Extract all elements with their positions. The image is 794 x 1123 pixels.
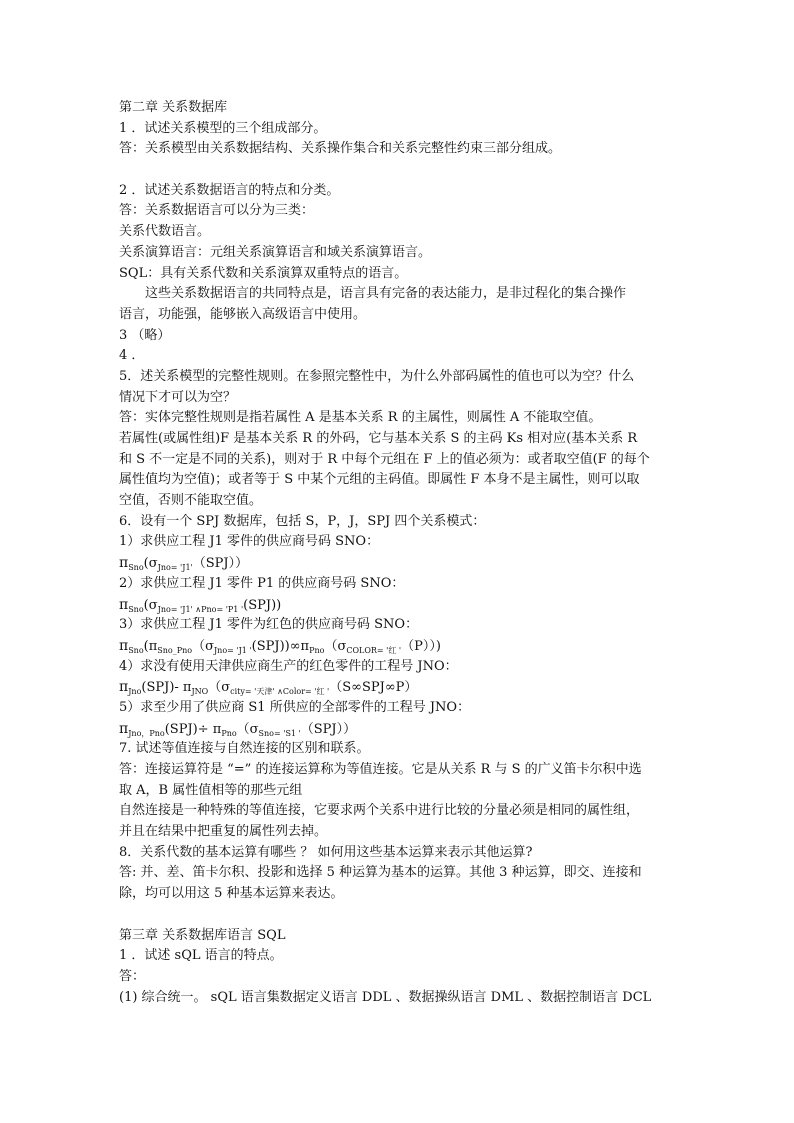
sigma-symbol: σ — [148, 556, 158, 572]
question-3: 3 （略） — [119, 327, 171, 343]
answer-7-line-1: 答：连接运算符是 “=” 的连接运算称为等值连接。它是从关系 R 与 S 的广义笛卡尔积中选 — [119, 762, 642, 777]
answer-5-line-4: 属性值均为空值)；或者等于 S 中某个元组的主码值。即属性 F 本身不是主属性，则可以取 — [119, 472, 640, 488]
answer-1: 答：关系模型由关系数据结构、关系操作集合和关系完整性约束三部分组成。 — [119, 141, 562, 157]
answer-7-line-2: 取 A，B 属性值相等的那些元组 — [119, 782, 303, 798]
formula-2: $\pi_{Sno}(\sigma_{Jno= 'J1' \wedge Pno= 'P1 '}(SPJ))$ — [119, 596, 282, 614]
pi-symbol: π — [119, 637, 129, 654]
question-6-part-5: 5）求至少用了供应商 S1 所供应的全部零件的工程号 JNO： — [119, 699, 471, 715]
answer-2-item-2: 关系演算语言：元组关系演算语言和域关系演算语言。 — [119, 244, 432, 260]
answer-2-paragraph: 这些关系数据语言的共同特点是，语言具有完备的表达能力，是非过程化的集合操作 — [145, 286, 627, 302]
answer-7-line-3: 自然连接是一种特殊的等值连接，它要求两个关系中进行比较的分量必须是相同的属性组， — [119, 803, 640, 819]
question-5: 5．述关系模型的完整性规则。在参照完整性中，为什么外部码属性的值也可以为空？什么 — [119, 368, 635, 384]
chapter-3-heading: 第三章 关系数据库语言 SQL — [119, 927, 286, 943]
answer-2-paragraph-cont: 语言，功能强，能够嵌入高级语言中使用。 — [119, 306, 367, 322]
answer-5-line-1: 答：实体完整性规则是指若属性 A 是基本关系 R 的主属性，则属性 A 不能取空值。 — [119, 410, 602, 426]
answer-5-line-2: 若属性(或属性组)F 是基本关系 R 的外码，它与基本关系 S 的主码 Ks 相对应(基本关系 R — [119, 431, 638, 446]
chapter-2-heading: 第二章 关系数据库 — [119, 100, 228, 115]
question-5-cont: 情况下才可以为空？ — [119, 389, 237, 405]
question-1: 1 ．试述关系模型的三个组成部分。 — [119, 120, 327, 136]
blank-line — [119, 160, 689, 181]
answer-5-line-3: 和 S 不一定是不同的关系)，则对于 R 中每个元组在 F 上的值必须为：或者取空值(F 的每个 — [119, 451, 650, 467]
chapter-3-answer-label: 答： — [119, 968, 146, 984]
answer-2-item-1: 关系代数语言。 — [119, 224, 211, 240]
formula-4: $\pi_{Jno}(SPJ)-$ $\pi_{JNO}(\sigma_{city= '天津' \wedge Color= '红 '}(S\infty SPJ\infty P)$ — [119, 679, 418, 697]
answer-8-line-2: 除，均可以用这 5 种基本运算来表达。 — [119, 886, 344, 902]
question-6-part-1: 1）求供应工程 J1 零件的供应商号码 SNO： — [119, 534, 380, 550]
answer-2-item-3: SQL：具有关系代数和关系演算双重特点的语言。 — [119, 265, 408, 281]
answer-2-intro: 答：关系数据语言可以分为三类： — [119, 203, 315, 219]
question-6-part-2: 2）求供应工程 J1 零件 P1 的供应商号码 SNO： — [119, 575, 405, 591]
sigma-symbol: σ — [148, 597, 158, 613]
pi-symbol: π — [119, 555, 129, 572]
question-7: 7. 试述等值连接与自然连接的区别和联系。 — [119, 741, 370, 757]
formula-5: $\pi_{Jno,Pno}(SPJ)\div \pi_{Pno}(\sigma_{Sno= 'S1 '}(SPJ))$ — [119, 720, 357, 738]
pi-symbol: π — [119, 679, 129, 696]
question-4: 4 ． — [119, 348, 145, 364]
question-6-part-4: 4）求没有使用天津供应商生产的红色零件的工程号 JNO： — [119, 658, 458, 674]
chapter-3-question-1: 1 ．试述 sQL 语言的特点。 — [119, 948, 283, 964]
pi-symbol: π — [119, 596, 129, 613]
question-2: 2 ．试述关系数据语言的特点和分类。 — [119, 182, 340, 198]
formula-3: $\pi_{Sno}(\pi_{Sno\_Pno}(\sigma_{Jno= 'J1 '}(SPJ))\infty\pi_{Pno}(\sigma_{COLOR= '红 '}(P)))$ — [119, 637, 441, 655]
formula-1: $\pi_{Sno}(\sigma_{Jno= 'J1'}(SPJ))$ — [119, 555, 249, 573]
chapter-3-answer-item-1: (1) 综合统一。 sQL 语言集数据定义语言 DDL 、数据操纵语言 DML 、数据控制语言 DCL — [119, 989, 652, 1005]
document-page — [119, 98, 689, 1008]
answer-8-line-1: 答: 并、差、笛卡尔积、投影和选择 5 种运算为基本的运算。其他 3 种运算，即交、连接和 — [119, 865, 642, 881]
pi-symbol: π — [119, 720, 129, 737]
answer-7-line-4: 并且在结果中把重复的属性列去掉。 — [119, 824, 328, 840]
question-6: 6．设有一个 SPJ 数据库，包括 S，P，J，SPJ 四个关系模式： — [119, 513, 486, 529]
question-8: 8．关系代数的基本运算有哪些 ？ 如何用这些基本运算来表示其他运算? — [119, 844, 533, 860]
blank-line — [119, 905, 689, 926]
answer-5-line-5: 空值，否则不能取空值。 — [119, 493, 263, 509]
question-6-part-3: 3）求供应工程 J1 零件为红色的供应商号码 SNO： — [119, 617, 419, 633]
